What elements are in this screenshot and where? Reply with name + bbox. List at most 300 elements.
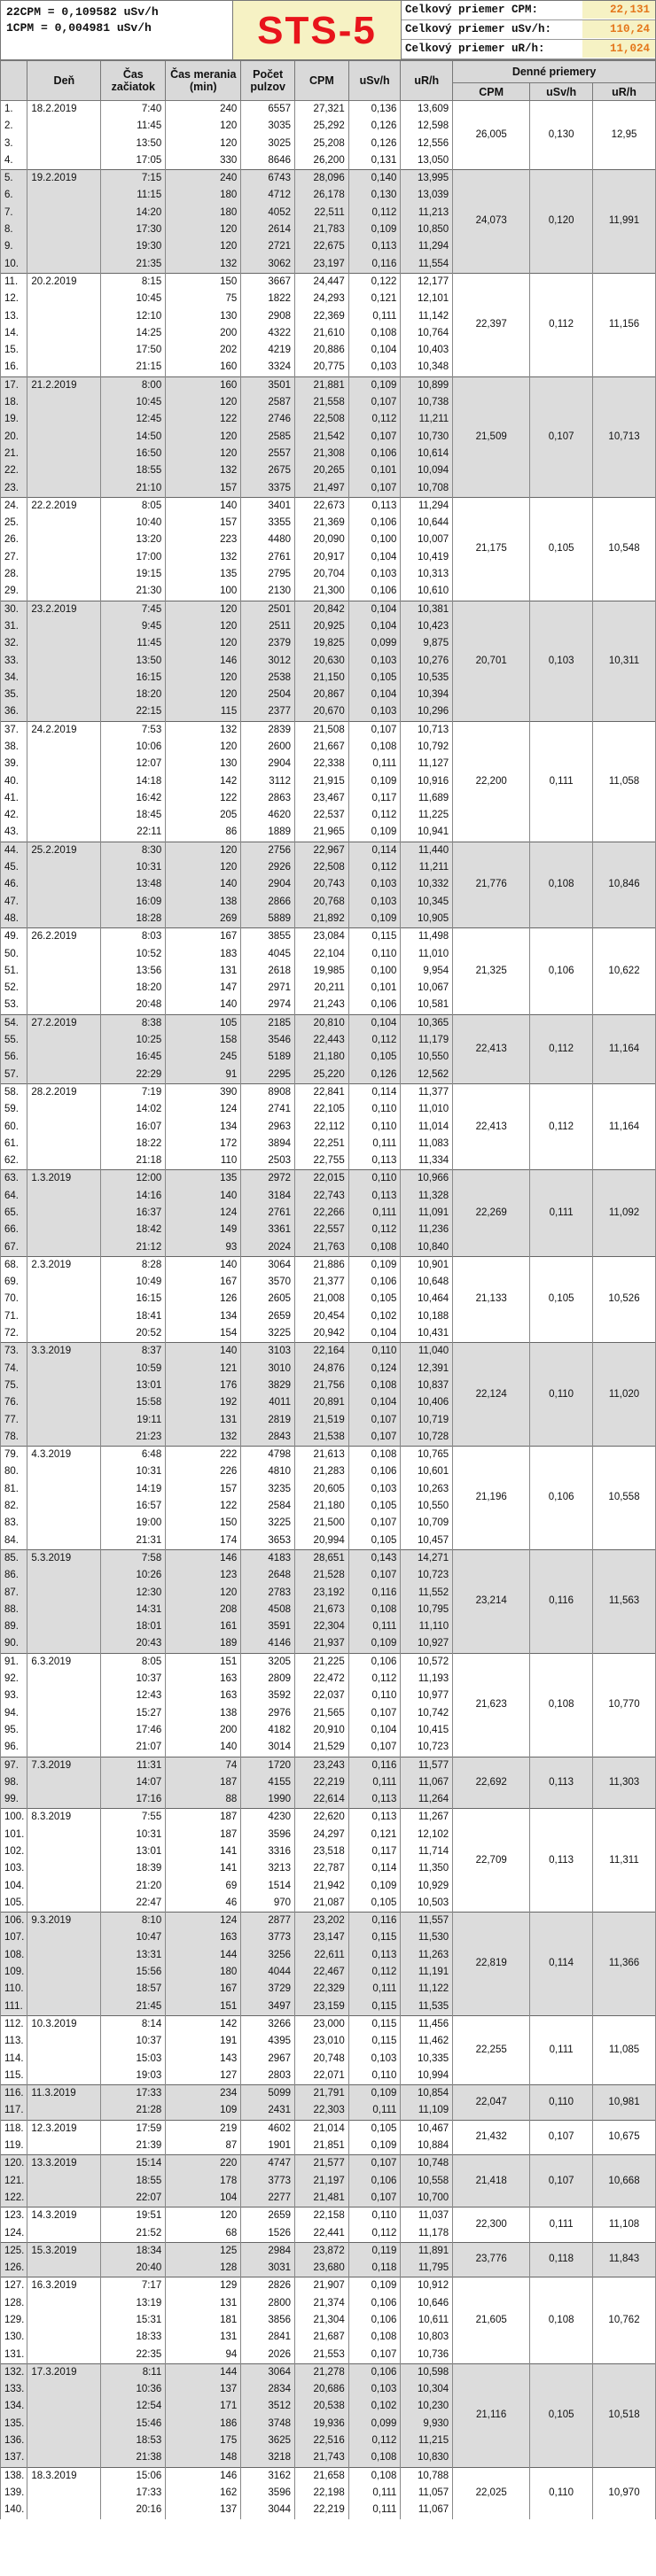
row-index: 104. [1,1878,27,1895]
row-index: 5. [1,170,27,188]
row-index: 4. [1,152,27,170]
start-time-cell: 11:45 [101,635,166,652]
duration-cell: 46 [166,1895,241,1913]
duration-cell: 137 [166,2381,241,2398]
day-cell [27,515,101,531]
col-header-index [1,61,27,101]
cpm-cell: 21,304 [295,2312,349,2329]
cpm-cell: 21,180 [295,1049,349,1066]
duration-cell: 68 [166,2225,241,2243]
start-time-cell: 22:07 [101,2190,166,2207]
daily-avg-ur: 10,970 [593,2467,656,2518]
start-time-cell: 18:33 [101,2329,166,2346]
daily-avg-cpm: 22,300 [453,2207,530,2243]
row-index: 90. [1,1635,27,1653]
duration-cell: 120 [166,136,241,152]
table-row [1,2277,656,2295]
ur-cell: 9,930 [401,2416,453,2432]
pulse-count-cell: 2976 [241,1705,295,1722]
duration-cell: 120 [166,446,241,462]
duration-cell: 140 [166,1739,241,1757]
usv-cell: 0,103 [348,703,401,721]
row-index: 99. [1,1791,27,1809]
usv-cell: 0,105 [348,670,401,687]
table-row [1,1014,656,1032]
duration-cell: 132 [166,549,241,566]
start-time-cell: 18:42 [101,1222,166,1238]
ur-cell: 10,406 [401,1394,453,1411]
cpm-cell: 27,321 [295,101,349,119]
row-index: 30. [1,601,27,618]
duration-cell: 134 [166,1119,241,1136]
usv-cell: 0,105 [348,1498,401,1515]
start-time-cell: 10:59 [101,1361,166,1377]
day-cell [27,1239,101,1257]
pulse-count-cell: 2841 [241,2329,295,2346]
duration-cell: 120 [166,859,241,876]
day-cell [27,807,101,824]
duration-cell: 140 [166,1188,241,1205]
ur-cell: 11,350 [401,1860,453,1877]
pulse-count-cell: 2024 [241,1239,295,1257]
daily-avg-ur: 10,762 [593,2277,656,2363]
row-index: 61. [1,1136,27,1152]
cpm-cell: 21,687 [295,2329,349,2346]
table-row [1,1343,656,1361]
day-cell [27,1635,101,1653]
usv-cell: 0,121 [348,291,401,307]
ur-cell: 10,929 [401,1878,453,1895]
cpm-cell: 21,942 [295,1878,349,1895]
duration-cell: 180 [166,1964,241,1981]
pulse-count-cell: 2746 [241,411,295,428]
cpm-cell: 21,300 [295,583,349,601]
start-time-cell: 17:30 [101,221,166,238]
usv-cell: 0,110 [348,1343,401,1361]
daily-avg-ur: 11,991 [593,170,656,274]
ur-cell: 11,067 [401,2502,453,2518]
daily-avg-ur: 11,366 [593,1913,656,2016]
pulse-count-cell: 2800 [241,2295,295,2312]
day-cell [27,1860,101,1877]
ur-cell: 10,394 [401,687,453,703]
pulse-count-cell: 2839 [241,721,295,739]
start-time-cell: 10:37 [101,1671,166,1688]
start-time-cell: 21:31 [101,1532,166,1550]
duration-cell: 151 [166,1653,241,1671]
row-index: 138. [1,2467,27,2485]
usv-cell: 0,109 [348,221,401,238]
usv-cell: 0,111 [348,2502,401,2518]
ur-cell: 10,572 [401,1653,453,1671]
row-index: 91. [1,1653,27,1671]
ur-cell: 10,550 [401,1049,453,1066]
duration-cell: 160 [166,359,241,376]
duration-cell: 87 [166,2138,241,2155]
usv-cell: 0,107 [348,1412,401,1429]
start-time-cell: 8:15 [101,273,166,291]
start-time-cell: 18:55 [101,462,166,479]
ur-cell: 11,142 [401,308,453,325]
row-index: 76. [1,1394,27,1411]
day-cell [27,1308,101,1325]
day-cell [27,2449,101,2467]
start-time-cell: 17:33 [101,2085,166,2103]
day-cell [27,2398,101,2415]
usv-cell: 0,108 [348,1447,401,1464]
duration-cell: 161 [166,1618,241,1635]
duration-cell: 150 [166,1515,241,1532]
start-time-cell: 19:00 [101,1515,166,1532]
daily-avg-ur: 10,846 [593,842,656,927]
usv-cell: 0,110 [348,2207,401,2225]
cpm-cell: 20,265 [295,462,349,479]
ur-cell: 11,225 [401,807,453,824]
day-cell [27,342,101,359]
duration-cell: 115 [166,703,241,721]
row-index: 62. [1,1152,27,1170]
row-index: 16. [1,359,27,376]
row-index: 63. [1,1170,27,1188]
daily-avg-cpm: 23,776 [453,2242,530,2277]
start-time-cell: 10:31 [101,1827,166,1843]
ur-cell: 10,611 [401,2312,453,2329]
duration-cell: 147 [166,980,241,997]
day-cell [27,462,101,479]
usv-cell: 0,107 [348,1567,401,1584]
day-cell [27,2502,101,2518]
duration-cell: 157 [166,515,241,531]
start-time-cell: 8:28 [101,1256,166,1274]
start-time-cell: 20:16 [101,2502,166,2518]
row-index: 123. [1,2207,27,2225]
pulse-count-cell: 4182 [241,1722,295,1739]
usv-cell: 0,113 [348,1947,401,1964]
start-time-cell: 13:20 [101,531,166,548]
duration-cell: 141 [166,1860,241,1877]
usv-cell: 0,115 [348,1929,401,1946]
start-time-cell: 8:00 [101,376,166,394]
ur-cell: 10,905 [401,911,453,928]
ur-cell: 10,719 [401,1412,453,1429]
duration-cell: 181 [166,2312,241,2329]
start-time-cell: 7:40 [101,101,166,119]
usv-cell: 0,105 [348,1532,401,1550]
cpm-cell: 22,787 [295,1860,349,1877]
duration-cell: 160 [166,376,241,394]
usv-cell: 0,108 [348,325,401,342]
row-index: 34. [1,670,27,687]
pulse-count-cell: 2618 [241,963,295,980]
start-time-cell: 21:12 [101,1239,166,1257]
usv-cell: 0,111 [348,1774,401,1791]
duration-cell: 208 [166,1602,241,1618]
ur-cell: 12,556 [401,136,453,152]
start-time-cell: 13:48 [101,876,166,893]
pulse-count-cell: 2504 [241,687,295,703]
usv-cell: 0,111 [348,2485,401,2502]
start-time-cell: 16:37 [101,1205,166,1222]
usv-cell: 0,108 [348,2449,401,2467]
duration-cell: 91 [166,1067,241,1084]
pulse-count-cell: 2511 [241,618,295,635]
cpm-cell: 23,872 [295,2242,349,2260]
start-time-cell: 13:56 [101,963,166,980]
day-cell: 7.3.2019 [27,1757,101,1774]
ur-cell: 11,795 [401,2260,453,2277]
total-cpm-row [402,1,655,20]
cpm-cell: 20,704 [295,566,349,583]
usv-cell: 0,107 [348,2155,401,2173]
cpm-cell: 22,338 [295,756,349,772]
row-index: 113. [1,2033,27,2050]
start-time-cell: 16:07 [101,1119,166,1136]
start-time-cell: 20:43 [101,1635,166,1653]
duration-cell: 124 [166,1205,241,1222]
usv-cell: 0,114 [348,1860,401,1877]
usv-cell: 0,126 [348,118,401,135]
start-time-cell: 13:50 [101,136,166,152]
day-cell [27,756,101,772]
cpm-cell: 20,605 [295,1481,349,1498]
pulse-count-cell: 3592 [241,1688,295,1704]
cpm-cell: 21,308 [295,446,349,462]
duration-cell: 120 [166,394,241,411]
duration-cell: 140 [166,876,241,893]
ur-cell: 10,765 [401,1447,453,1464]
duration-cell: 240 [166,170,241,188]
day-cell [27,911,101,928]
col-header-pulses: Počet pulzov [241,61,295,101]
start-time-cell: 9:45 [101,618,166,635]
daily-avg-cpm: 22,200 [453,721,530,842]
duration-cell: 126 [166,1291,241,1307]
start-time-cell: 14:20 [101,205,166,221]
day-cell [27,739,101,756]
duration-cell: 105 [166,1014,241,1032]
daily-avg-usv: 0,130 [530,101,593,170]
ur-cell: 10,276 [401,653,453,670]
row-index: 72. [1,1325,27,1343]
duration-cell: 74 [166,1757,241,1774]
duration-cell: 163 [166,1929,241,1946]
cpm-cell: 20,775 [295,359,349,376]
ur-cell: 11,067 [401,1774,453,1791]
row-index: 42. [1,807,27,824]
cpm-cell: 20,994 [295,1532,349,1550]
ur-cell: 11,294 [401,238,453,255]
day-cell [27,1929,101,1946]
daily-avg-usv: 0,113 [530,1757,593,1809]
pulse-count-cell: 2783 [241,1585,295,1602]
table-row [1,497,656,515]
start-time-cell: 10:45 [101,394,166,411]
pulse-count-cell: 3225 [241,1515,295,1532]
row-index: 75. [1,1377,27,1394]
pulse-count-cell: 3570 [241,1274,295,1291]
conversion-notes [1,1,233,59]
table-row [1,170,656,188]
pulse-count-cell: 2795 [241,566,295,583]
day-cell [27,2173,101,2190]
pulse-count-cell: 8908 [241,1083,295,1101]
cpm-cell: 20,842 [295,601,349,618]
ur-cell: 10,313 [401,566,453,583]
start-time-cell: 21:20 [101,1878,166,1895]
duration-cell: 187 [166,1827,241,1843]
table-row [1,2242,656,2260]
duration-cell: 120 [166,842,241,859]
duration-cell: 146 [166,2467,241,2485]
duration-cell: 132 [166,462,241,479]
usv-cell: 0,122 [348,273,401,291]
pulse-count-cell: 2557 [241,446,295,462]
day-cell [27,2138,101,2155]
start-time-cell: 10:52 [101,946,166,963]
ur-cell: 12,177 [401,273,453,291]
start-time-cell: 11:15 [101,187,166,204]
cpm-cell: 20,891 [295,1394,349,1411]
pulse-count-cell: 2659 [241,2207,295,2225]
start-time-cell: 17:33 [101,2485,166,2502]
ur-cell: 11,211 [401,411,453,428]
day-cell [27,1412,101,1429]
start-time-cell: 19:15 [101,566,166,583]
duration-cell: 144 [166,2363,241,2381]
day-cell [27,1567,101,1584]
start-time-cell: 18:28 [101,911,166,928]
duration-cell: 134 [166,1308,241,1325]
cpm-cell: 22,508 [295,859,349,876]
pulse-count-cell: 2974 [241,997,295,1014]
table-row [1,2363,656,2381]
ur-cell: 10,901 [401,1256,453,1274]
usv-cell: 0,140 [348,170,401,188]
duration-cell: 120 [166,670,241,687]
usv-cell: 0,109 [348,824,401,842]
day-cell [27,1152,101,1170]
pulse-count-cell: 2843 [241,1429,295,1447]
day-cell: 6.3.2019 [27,1653,101,1671]
daily-avg-ur: 10,526 [593,1256,656,1342]
pulse-count-cell: 3773 [241,1929,295,1946]
ur-cell: 10,730 [401,429,453,446]
header [0,0,656,60]
daily-avg-cpm: 22,025 [453,2467,530,2518]
duration-cell: 100 [166,583,241,601]
cpm-cell: 21,756 [295,1377,349,1394]
daily-avg-usv: 0,103 [530,601,593,721]
cpm-cell: 21,225 [295,1653,349,1671]
pulse-count-cell: 8646 [241,152,295,170]
usv-cell: 0,115 [348,2015,401,2033]
row-index: 128. [1,2295,27,2312]
table-row [1,2120,656,2138]
table-row [1,1447,656,1464]
pulse-count-cell: 2648 [241,1567,295,1584]
duration-cell: 142 [166,2015,241,2033]
start-time-cell: 10:40 [101,515,166,531]
daily-avg-usv: 0,107 [530,376,593,497]
ur-cell: 12,391 [401,1361,453,1377]
total-label: Celkový priemer uSv/h: [405,23,552,35]
day-cell [27,2033,101,2050]
row-index: 111. [1,1998,27,2016]
day-cell [27,773,101,790]
duration-cell: 120 [166,739,241,756]
row-index: 97. [1,1757,27,1774]
day-cell: 3.3.2019 [27,1343,101,1361]
usv-cell: 0,110 [348,1688,401,1704]
row-index: 67. [1,1239,27,1257]
cpm-cell: 20,686 [295,2381,349,2398]
day-cell [27,1119,101,1136]
row-index: 60. [1,1119,27,1136]
day-cell [27,291,101,307]
pulse-count-cell: 3501 [241,376,295,394]
usv-cell: 0,102 [348,1308,401,1325]
duration-cell: 120 [166,238,241,255]
usv-cell: 0,099 [348,635,401,652]
day-cell [27,876,101,893]
pulse-count-cell: 3497 [241,1998,295,2016]
ur-cell: 10,550 [401,1498,453,1515]
duration-cell: 122 [166,411,241,428]
col-header-day: Deň [27,61,101,101]
cpm-cell: 22,841 [295,1083,349,1101]
duration-cell: 178 [166,2173,241,2190]
start-time-cell: 21:23 [101,1429,166,1447]
ur-cell: 10,094 [401,462,453,479]
start-time-cell: 15:03 [101,2051,166,2068]
pulse-count-cell: 5189 [241,1049,295,1066]
usv-cell: 0,108 [348,1602,401,1618]
pulse-count-cell: 2584 [241,1498,295,1515]
daily-avg-usv: 0,116 [530,1549,593,1653]
day-cell [27,2068,101,2085]
ur-cell: 10,912 [401,2277,453,2295]
cpm-cell: 20,538 [295,2398,349,2415]
ur-cell: 11,689 [401,790,453,807]
row-index: 64. [1,1188,27,1205]
pulse-count-cell: 6743 [241,170,295,188]
day-cell: 4.3.2019 [27,1447,101,1464]
usv-cell: 0,107 [348,1705,401,1722]
start-time-cell: 7:53 [101,721,166,739]
cpm-cell: 21,791 [295,2085,349,2103]
usv-cell: 0,109 [348,2277,401,2295]
cpm-cell: 23,197 [295,256,349,274]
row-index: 68. [1,1256,27,1274]
duration-cell: 183 [166,946,241,963]
usv-cell: 0,118 [348,2260,401,2277]
cpm-cell: 23,680 [295,2260,349,2277]
row-index: 119. [1,2138,27,2155]
pulse-count-cell: 1822 [241,291,295,307]
cpm-cell: 23,243 [295,1757,349,1774]
cpm-cell: 20,748 [295,2051,349,2068]
ur-cell: 10,381 [401,601,453,618]
day-cell [27,824,101,842]
ur-cell: 10,601 [401,1463,453,1480]
row-index: 57. [1,1067,27,1084]
daily-avg-cpm: 21,325 [453,928,530,1014]
row-index: 11. [1,273,27,291]
row-index: 83. [1,1515,27,1532]
row-index: 80. [1,1463,27,1480]
row-index: 27. [1,549,27,566]
usv-cell: 0,101 [348,980,401,997]
